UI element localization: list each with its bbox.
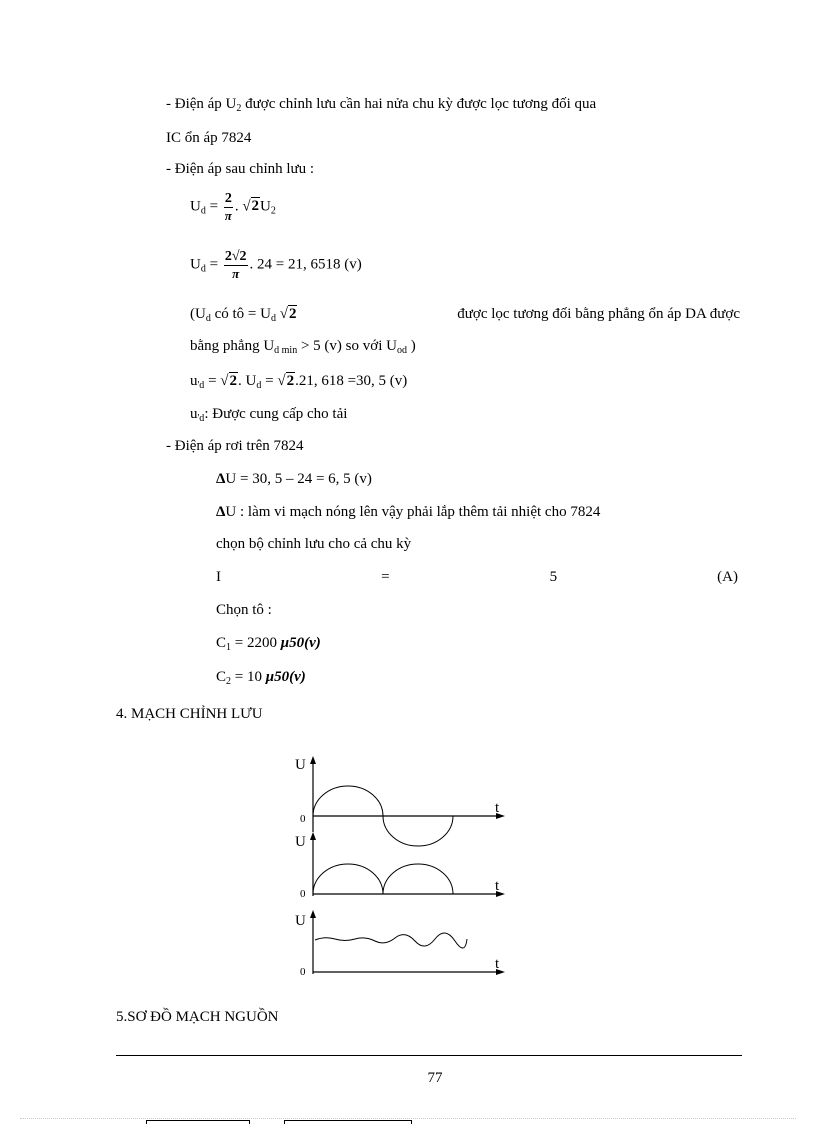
waveform-panel-filtered <box>295 910 505 978</box>
svg-text:U: U <box>295 834 306 850</box>
svg-text:0: 0 <box>300 888 306 900</box>
equation-ud: $U_d$ = $\frac{2}{\pi}$ . $√2U_2$ <box>190 191 276 223</box>
paragraph-line: Chọn tô : <box>216 602 272 618</box>
svg-text:U: U <box>295 757 306 773</box>
paragraph-line: ($U_d$ có tô = $U_d$ √2 được lọc tương đối bằng phẳng ổn áp DA được <box>190 306 740 324</box>
paragraph-line: - Điện áp $U_2$ được chỉnh lưu cần hai nửa chu kỳ được lọc tương đối qua <box>166 96 597 114</box>
paragraph-line: bằng phẳng $U_{d min} > 5$ (v) so với $U_{od}$ ) <box>190 338 416 356</box>
paragraph-line: IC ổn áp 7824 <box>166 130 252 146</box>
page-divider <box>20 1118 796 1119</box>
section-heading: 4. MẠCH CHỈNH LƯU <box>116 706 263 722</box>
equation-delta-u: ΔU = 30, 5 – 24 = 6, 5 (v) <box>216 471 372 487</box>
svg-text:t: t <box>495 956 500 972</box>
capacitor-c2: $C_2 = 10$ μ50(v) <box>216 669 306 687</box>
equation-current: I = 5 (A) <box>216 569 738 585</box>
equation-ud-value: $U_d$ = $\frac{2√2}{\pi}$ . 24 = 21, 6518 (v) <box>190 249 362 281</box>
svg-text:t: t <box>495 878 500 894</box>
next-page-box <box>146 1120 250 1124</box>
waveform-diagram <box>285 750 515 980</box>
capacitor-c1: $C_1 = 2200$ μ50(v) <box>216 635 321 653</box>
svg-text:0: 0 <box>300 966 306 978</box>
paragraph-line: - Điện áp rơi trên 7824 <box>166 438 304 454</box>
svg-text:0: 0 <box>300 813 306 825</box>
paragraph-line: - Điện áp sau chỉnh lưu : <box>166 161 315 177</box>
waveform-panel-sine <box>295 756 505 846</box>
equation-ud-prime: $u_{'d} = √2$. $U_d = √2.21$, 618 =30, 5 (v) <box>190 373 408 391</box>
svg-text:t: t <box>495 800 500 816</box>
svg-text:U: U <box>295 913 306 929</box>
section-heading: 5.SƠ ĐỒ MẠCH NGUỒN <box>116 1009 279 1025</box>
page-number: 77 <box>427 1070 443 1086</box>
footer-rule <box>116 1055 742 1056</box>
paragraph-line: $u_{'d}$: Được cung cấp cho tải <box>190 406 348 424</box>
paragraph-line: ΔU : làm vi mạch nóng lên vậy phải lắp thêm tải nhiệt cho 7824 <box>216 504 601 520</box>
next-page-box <box>284 1120 412 1124</box>
paragraph-line: chọn bộ chỉnh lưu cho cả chu kỳ <box>216 536 412 552</box>
